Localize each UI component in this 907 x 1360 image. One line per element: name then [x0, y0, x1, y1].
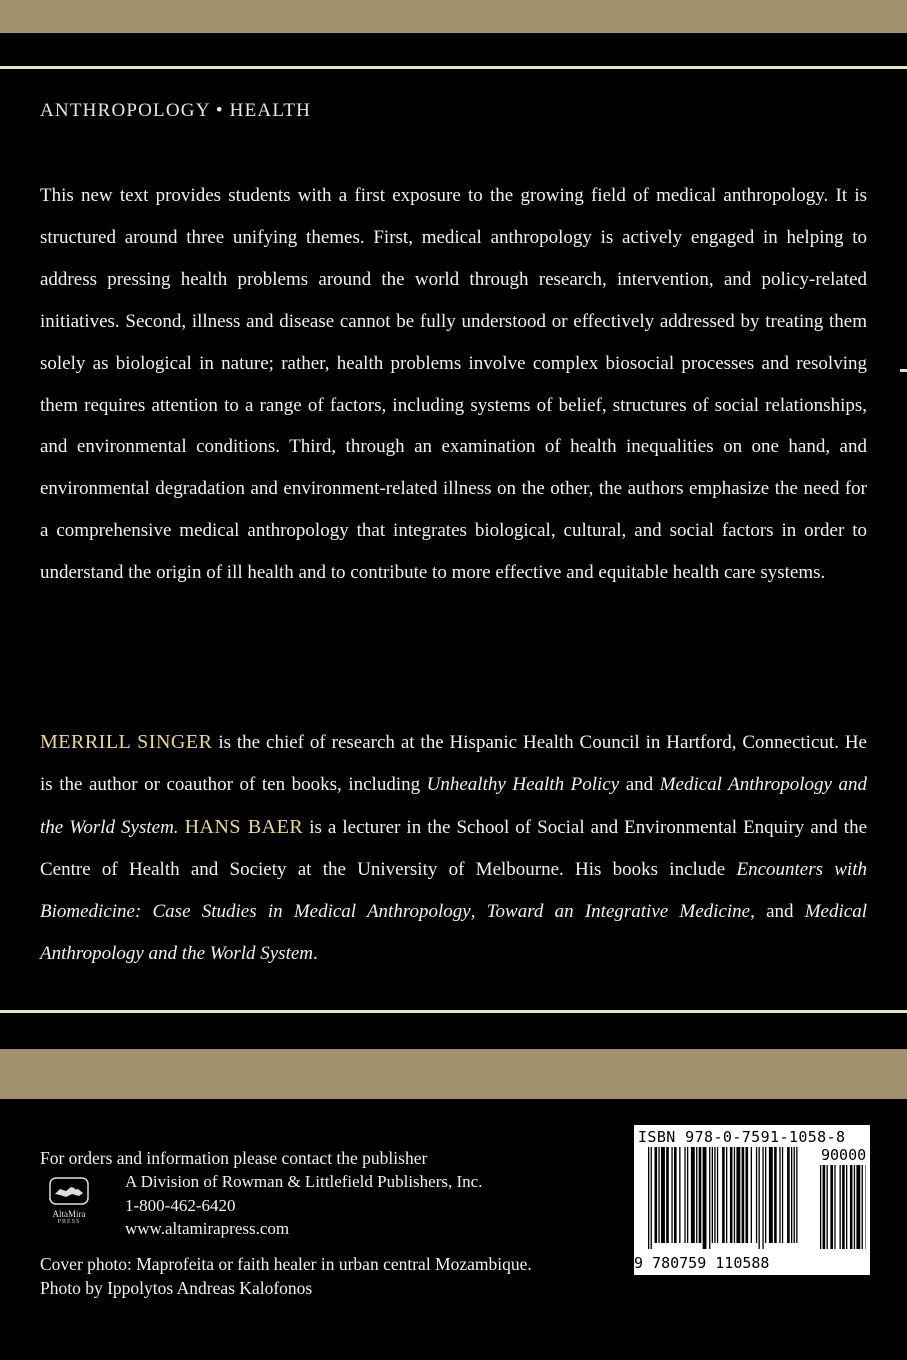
cover-photo-credit	[40, 1252, 532, 1300]
barcode-bar	[679, 1147, 680, 1243]
edge-mark	[900, 369, 907, 372]
barcode-bar	[722, 1147, 725, 1243]
barcode-box	[634, 1125, 870, 1275]
barcode-bar	[730, 1147, 733, 1243]
addon-barcode-icon	[820, 1165, 866, 1255]
barcode-bar	[703, 1147, 707, 1249]
barcode-bar	[699, 1147, 702, 1243]
barcode-bar	[742, 1147, 745, 1243]
barcode-bar	[834, 1165, 835, 1249]
barcode-bar	[655, 1147, 658, 1243]
barcode-bar	[854, 1165, 855, 1249]
barcode-bar	[756, 1147, 757, 1243]
barcode-bar	[779, 1147, 780, 1243]
publisher-website: www.altamirapress.com	[125, 1219, 290, 1238]
barcode-bar	[734, 1147, 735, 1243]
barcode-bar	[696, 1147, 697, 1243]
barcode-bar	[796, 1147, 797, 1243]
top-rule	[0, 66, 907, 69]
barcode-bar	[765, 1147, 766, 1243]
ean-digits: 9 780759 110588	[634, 1254, 770, 1272]
bio-text: is the chief of research at the Hispanic Health Council in Hartford, Connecticut. He is the author or coauthor of ten books, including	[40, 732, 867, 795]
barcode-bar	[671, 1147, 672, 1243]
barcode-bar	[684, 1147, 685, 1243]
barcode-bar	[791, 1147, 792, 1243]
barcode-bar	[830, 1165, 833, 1249]
bio-text: is a lecturer in the School of Social and Environmental Enquiry and the Centre of Health and Society at the University of Melbourne. His books include	[40, 817, 867, 880]
barcode-bar	[687, 1147, 688, 1243]
isbn-text: ISBN 978-0-7591-1058-8	[638, 1128, 846, 1146]
bio-text: , and	[750, 901, 805, 922]
bio-text: and	[619, 774, 660, 795]
logo-sub: PRESS	[57, 1219, 81, 1225]
book-title: Toward an Integrative Medicine	[486, 901, 751, 922]
barcode-bar	[691, 1147, 695, 1243]
cover-photo-line-2: Photo by Ippolytos Andreas Kalofonos	[40, 1278, 313, 1298]
book-title: Unhealthy Health Policy	[426, 774, 620, 795]
orders-line: For orders and information please contact the publisher	[40, 1148, 428, 1168]
barcode-bar	[782, 1147, 783, 1243]
barcode-bar	[856, 1165, 860, 1249]
barcode-bar	[709, 1147, 710, 1249]
altamira-logo	[38, 1176, 100, 1226]
publisher-phone: 1-800-462-6420	[125, 1195, 236, 1215]
book-title: Encounters with Biomedicine: Case Studies in Medical Anthropology	[40, 859, 867, 922]
ean-barcode-icon	[648, 1147, 816, 1253]
barcode-bar	[850, 1165, 853, 1249]
barcode-bar	[651, 1147, 652, 1249]
book-description: This new text provides students with a first exposure to the growing field of medical anthropology. It is structured around three unifying themes. First, medical anthropology is actively engaged in helping to address pressing health problems around the world through research, intervention, and policy-related initiatives. Second, illness and disease cannot be fully understood or effectively addressed by treating them solely as biological in nature; rather, health problems involve complex biosocial processes and resolving them requires attention to a range of factors, including systems of belief, structures of social relationships, and environmental conditions. Third, through an examination of health inequalities on one hand, and environmental degradation and environment-related illness on the other, the authors emphasize the need for a comprehensive medical anthropology that integrates biological, cultural, and social factors in order to understand the origin of ill health and to contribute to more effective and equitable health care systems.	[40, 185, 867, 584]
barcode-bar	[759, 1147, 760, 1249]
publisher-division: A Division of Rowman & Littlefield Publishers, Inc.	[125, 1172, 483, 1191]
bottom-rule	[0, 1010, 907, 1013]
barcode-bar	[846, 1165, 847, 1249]
top-decorative-band	[0, 0, 907, 33]
barcode-bar	[769, 1147, 773, 1243]
barcode-bar	[840, 1165, 841, 1249]
barcode-bar	[774, 1147, 777, 1243]
barcode-bar	[820, 1165, 821, 1249]
publisher-contact	[125, 1170, 482, 1241]
barcode-bar	[658, 1147, 659, 1243]
barcode-bar	[751, 1147, 752, 1243]
barcode-bar	[712, 1147, 713, 1243]
author-name-baer: HANS BAER	[184, 816, 304, 838]
barcode-bar	[726, 1147, 727, 1243]
barcode-bar	[866, 1165, 867, 1249]
barcode-bar	[648, 1147, 649, 1249]
book-title: Medical Anthropology and the World System.	[40, 774, 868, 838]
cover-photo-line-1: Cover photo: Maprofeita or faith healer in urban central Mozambique.	[40, 1254, 532, 1274]
author-bio	[40, 721, 867, 975]
author-name-singer: MERRILL SINGER	[40, 731, 213, 753]
book-title: Medical Anthropology and the World System	[40, 901, 867, 964]
logo-emblem-icon	[38, 1176, 100, 1210]
barcode-bar	[661, 1147, 665, 1243]
barcode-bar	[827, 1165, 828, 1249]
middle-decorative-band	[0, 1049, 907, 1099]
barcode-bar	[666, 1147, 669, 1243]
barcode-bar	[674, 1147, 677, 1243]
logo-name: AltaMira	[52, 1209, 86, 1219]
barcode-bar	[787, 1147, 790, 1243]
category-label: ANTHROPOLOGY • HEALTH	[40, 100, 312, 121]
barcode-bar	[714, 1147, 715, 1243]
barcode-bar	[862, 1165, 863, 1249]
barcode-bar	[717, 1147, 718, 1243]
barcode-bar	[794, 1147, 795, 1243]
price-code: 90000	[821, 1146, 867, 1164]
barcode-bar	[736, 1147, 740, 1243]
bio-text: ,	[470, 901, 487, 922]
barcode-bar	[762, 1147, 763, 1249]
bio-text: .	[313, 943, 318, 964]
barcode-bar	[823, 1165, 826, 1249]
barcode-bar	[842, 1165, 845, 1249]
barcode-bar	[746, 1147, 749, 1243]
